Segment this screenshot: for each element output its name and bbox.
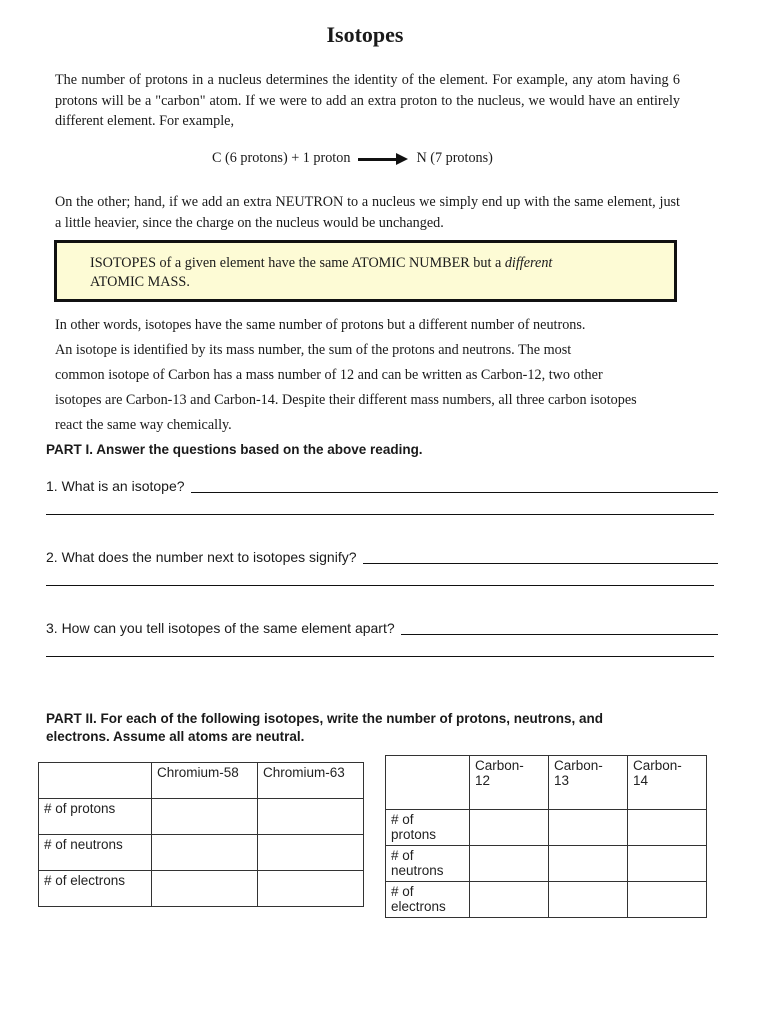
explanation-line: isotopes are Carbon-13 and Carbon-14. Despite their different mass numbers, all three carbon isotopes: [55, 392, 637, 408]
column-header: [549, 756, 628, 810]
part2-heading-line2: electrons. Assume all atoms are neutral.: [46, 729, 305, 744]
answer-cell[interactable]: [258, 799, 364, 835]
table-corner-cell: [39, 763, 152, 799]
question-3-text: 3. How can you tell isotopes of the same element apart?: [46, 620, 395, 636]
answer-cell[interactable]: [628, 882, 707, 918]
answer-cell[interactable]: [470, 882, 549, 918]
column-header: [470, 756, 549, 810]
definition-box: [54, 240, 677, 302]
part2-heading-line1: PART II. For each of the following isotopes, write the number of protons, neutrons, and: [46, 711, 604, 726]
column-header-line: 13: [554, 773, 570, 788]
equation-right: N (7 protons): [416, 150, 493, 166]
answer-1-line[interactable]: [191, 478, 718, 493]
explanation-line: react the same way chemically.: [55, 417, 232, 433]
chromium-table: [38, 762, 364, 907]
answer-cell[interactable]: [258, 835, 364, 871]
row-label: [386, 810, 470, 846]
question-2-text: 2. What does the number next to isotopes signify?: [46, 549, 357, 565]
row-label-line: # of: [391, 848, 414, 863]
question-2: [46, 549, 718, 565]
definition-text: [90, 254, 650, 292]
part2-heading: [46, 710, 603, 746]
answer-cell[interactable]: [152, 835, 258, 871]
row-label-line: neutrons: [391, 863, 444, 878]
right-arrow-icon: [358, 153, 408, 165]
answer-cell[interactable]: [152, 871, 258, 907]
row-label: [386, 846, 470, 882]
answer-cell[interactable]: [152, 799, 258, 835]
column-header: Chromium-58: [152, 763, 258, 799]
answer-2-line-2[interactable]: [46, 585, 714, 586]
answer-cell[interactable]: [549, 882, 628, 918]
answer-cell[interactable]: [628, 810, 707, 846]
row-label-line: # of: [391, 884, 414, 899]
answer-1-line-2[interactable]: [46, 514, 714, 515]
column-header-line: Carbon-: [475, 758, 524, 773]
explanation-paragraph: [55, 313, 735, 438]
row-label: # of protons: [39, 799, 152, 835]
column-header-line: 12: [475, 773, 491, 788]
column-header-line: 14: [633, 773, 649, 788]
part1-heading: PART I. Answer the questions based on the above reading.: [46, 442, 423, 457]
explanation-line: In other words, isotopes have the same number of protons but a different number of neutrons.: [55, 317, 586, 333]
row-label: [386, 882, 470, 918]
answer-cell[interactable]: [628, 846, 707, 882]
definition-emphasis: different: [504, 255, 553, 271]
answer-cell[interactable]: [470, 846, 549, 882]
row-label: # of electrons: [39, 871, 152, 907]
explanation-line: An isotope is identified by its mass number, the sum of the protons and neutrons. The most: [55, 342, 572, 358]
definition-before: ISOTOPES of a given element have the same ATOMIC NUMBER but a: [90, 255, 505, 271]
answer-cell[interactable]: [549, 846, 628, 882]
answer-cell[interactable]: [470, 810, 549, 846]
answer-2-line[interactable]: [363, 549, 718, 564]
row-label-line: protons: [391, 827, 437, 842]
column-header: Chromium-63: [258, 763, 364, 799]
row-label-line: # of: [391, 812, 414, 827]
column-header: [628, 756, 707, 810]
question-1: [46, 478, 718, 494]
answer-cell[interactable]: [258, 871, 364, 907]
question-1-text: 1. What is an isotope?: [46, 478, 185, 494]
carbon-table: [385, 755, 707, 918]
question-3: [46, 620, 718, 636]
row-label: # of neutrons: [39, 835, 152, 871]
neutron-paragraph: On the other; hand, if we add an extra NEUTRON to a nucleus we simply end up with the same element, just a little heavier, since the charge on the nucleus would be unchanged.: [55, 194, 680, 231]
equation: [212, 150, 493, 167]
answer-3-line-2[interactable]: [46, 656, 714, 657]
answer-cell[interactable]: [549, 810, 628, 846]
answer-3-line[interactable]: [401, 620, 718, 635]
definition-after: ATOMIC MASS.: [90, 274, 190, 290]
row-label-line: electrons: [391, 899, 446, 914]
table-corner-cell: [386, 756, 470, 810]
equation-left: C (6 protons) + 1 proton: [212, 150, 351, 166]
explanation-line: common isotope of Carbon has a mass number of 12 and can be written as Carbon-12, two other: [55, 367, 603, 383]
column-header-line: Carbon-: [554, 758, 603, 773]
intro-paragraph: The number of protons in a nucleus determines the identity of the element. For example, any atom having 6 protons will be a "carbon" atom. If we were to add an extra proton to the nucleus, we would have an entirely different element. For example,: [55, 72, 680, 129]
column-header-line: Carbon-: [633, 758, 682, 773]
page-title: Isotopes: [326, 22, 404, 47]
